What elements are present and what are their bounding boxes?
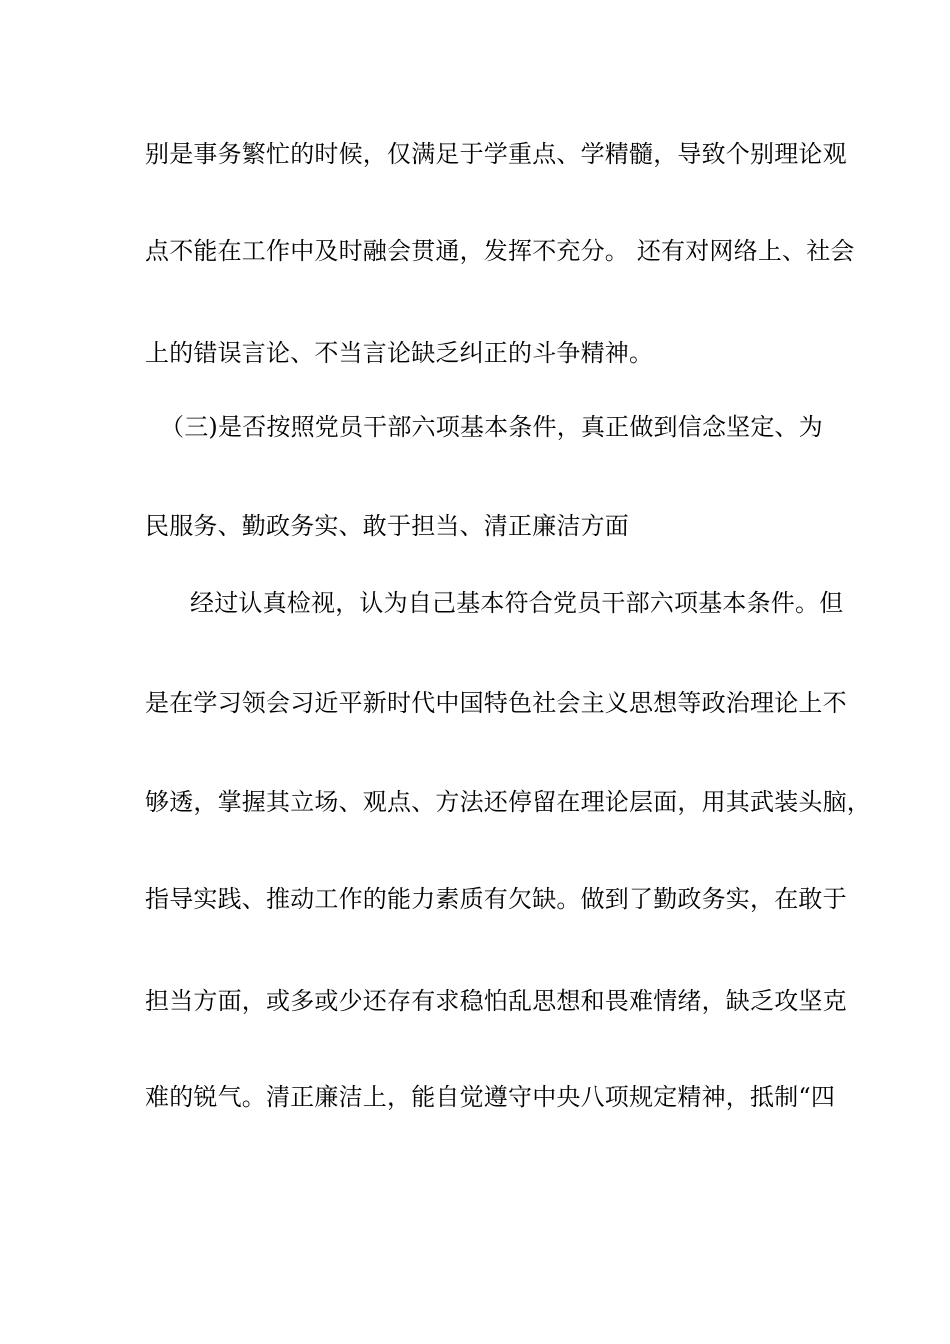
section-heading-line: 民服务、勤政务实、敢于担当、清正廉洁方面 [145, 512, 629, 540]
paragraph-line: 点不能在工作中及时融会贯通，发挥不充分。 还有对网络上、社会 [145, 237, 855, 265]
paragraph-line: 上的错误言论、不当言论缺乏纠正的斗争精神。 [145, 339, 654, 367]
paragraph-line: 指导实践、推动工作的能力素质有欠缺。做到了勤政务实，在敢于 [145, 885, 847, 913]
paragraph-line: 别是事务繁忙的时候，仅满足于学重点、学精髓，导致个别理论观 [145, 140, 847, 168]
section-heading-line: （三)是否按照党员干部六项基本条件，真正做到信念坚定、为 [160, 413, 823, 441]
paragraph-line: 难的锐气。清正廉洁上，能自觉遵守中央八项规定精神，抵制“四 [145, 1083, 836, 1111]
paragraph-line: 担当方面，或多或少还存有求稳怕乱思想和畏难情绪，缺乏攻坚克 [145, 987, 847, 1015]
paragraph-line: 经过认真检视，认为自己基本符合党员干部六项基本条件。但 [190, 589, 844, 617]
paragraph-line: 够透，掌握其立场、观点、方法还停留在理论层面，用其武装头脑， [145, 788, 871, 816]
paragraph-line: 是在学习领会习近平新时代中国特色社会主义思想等政治理论上不 [145, 689, 847, 717]
